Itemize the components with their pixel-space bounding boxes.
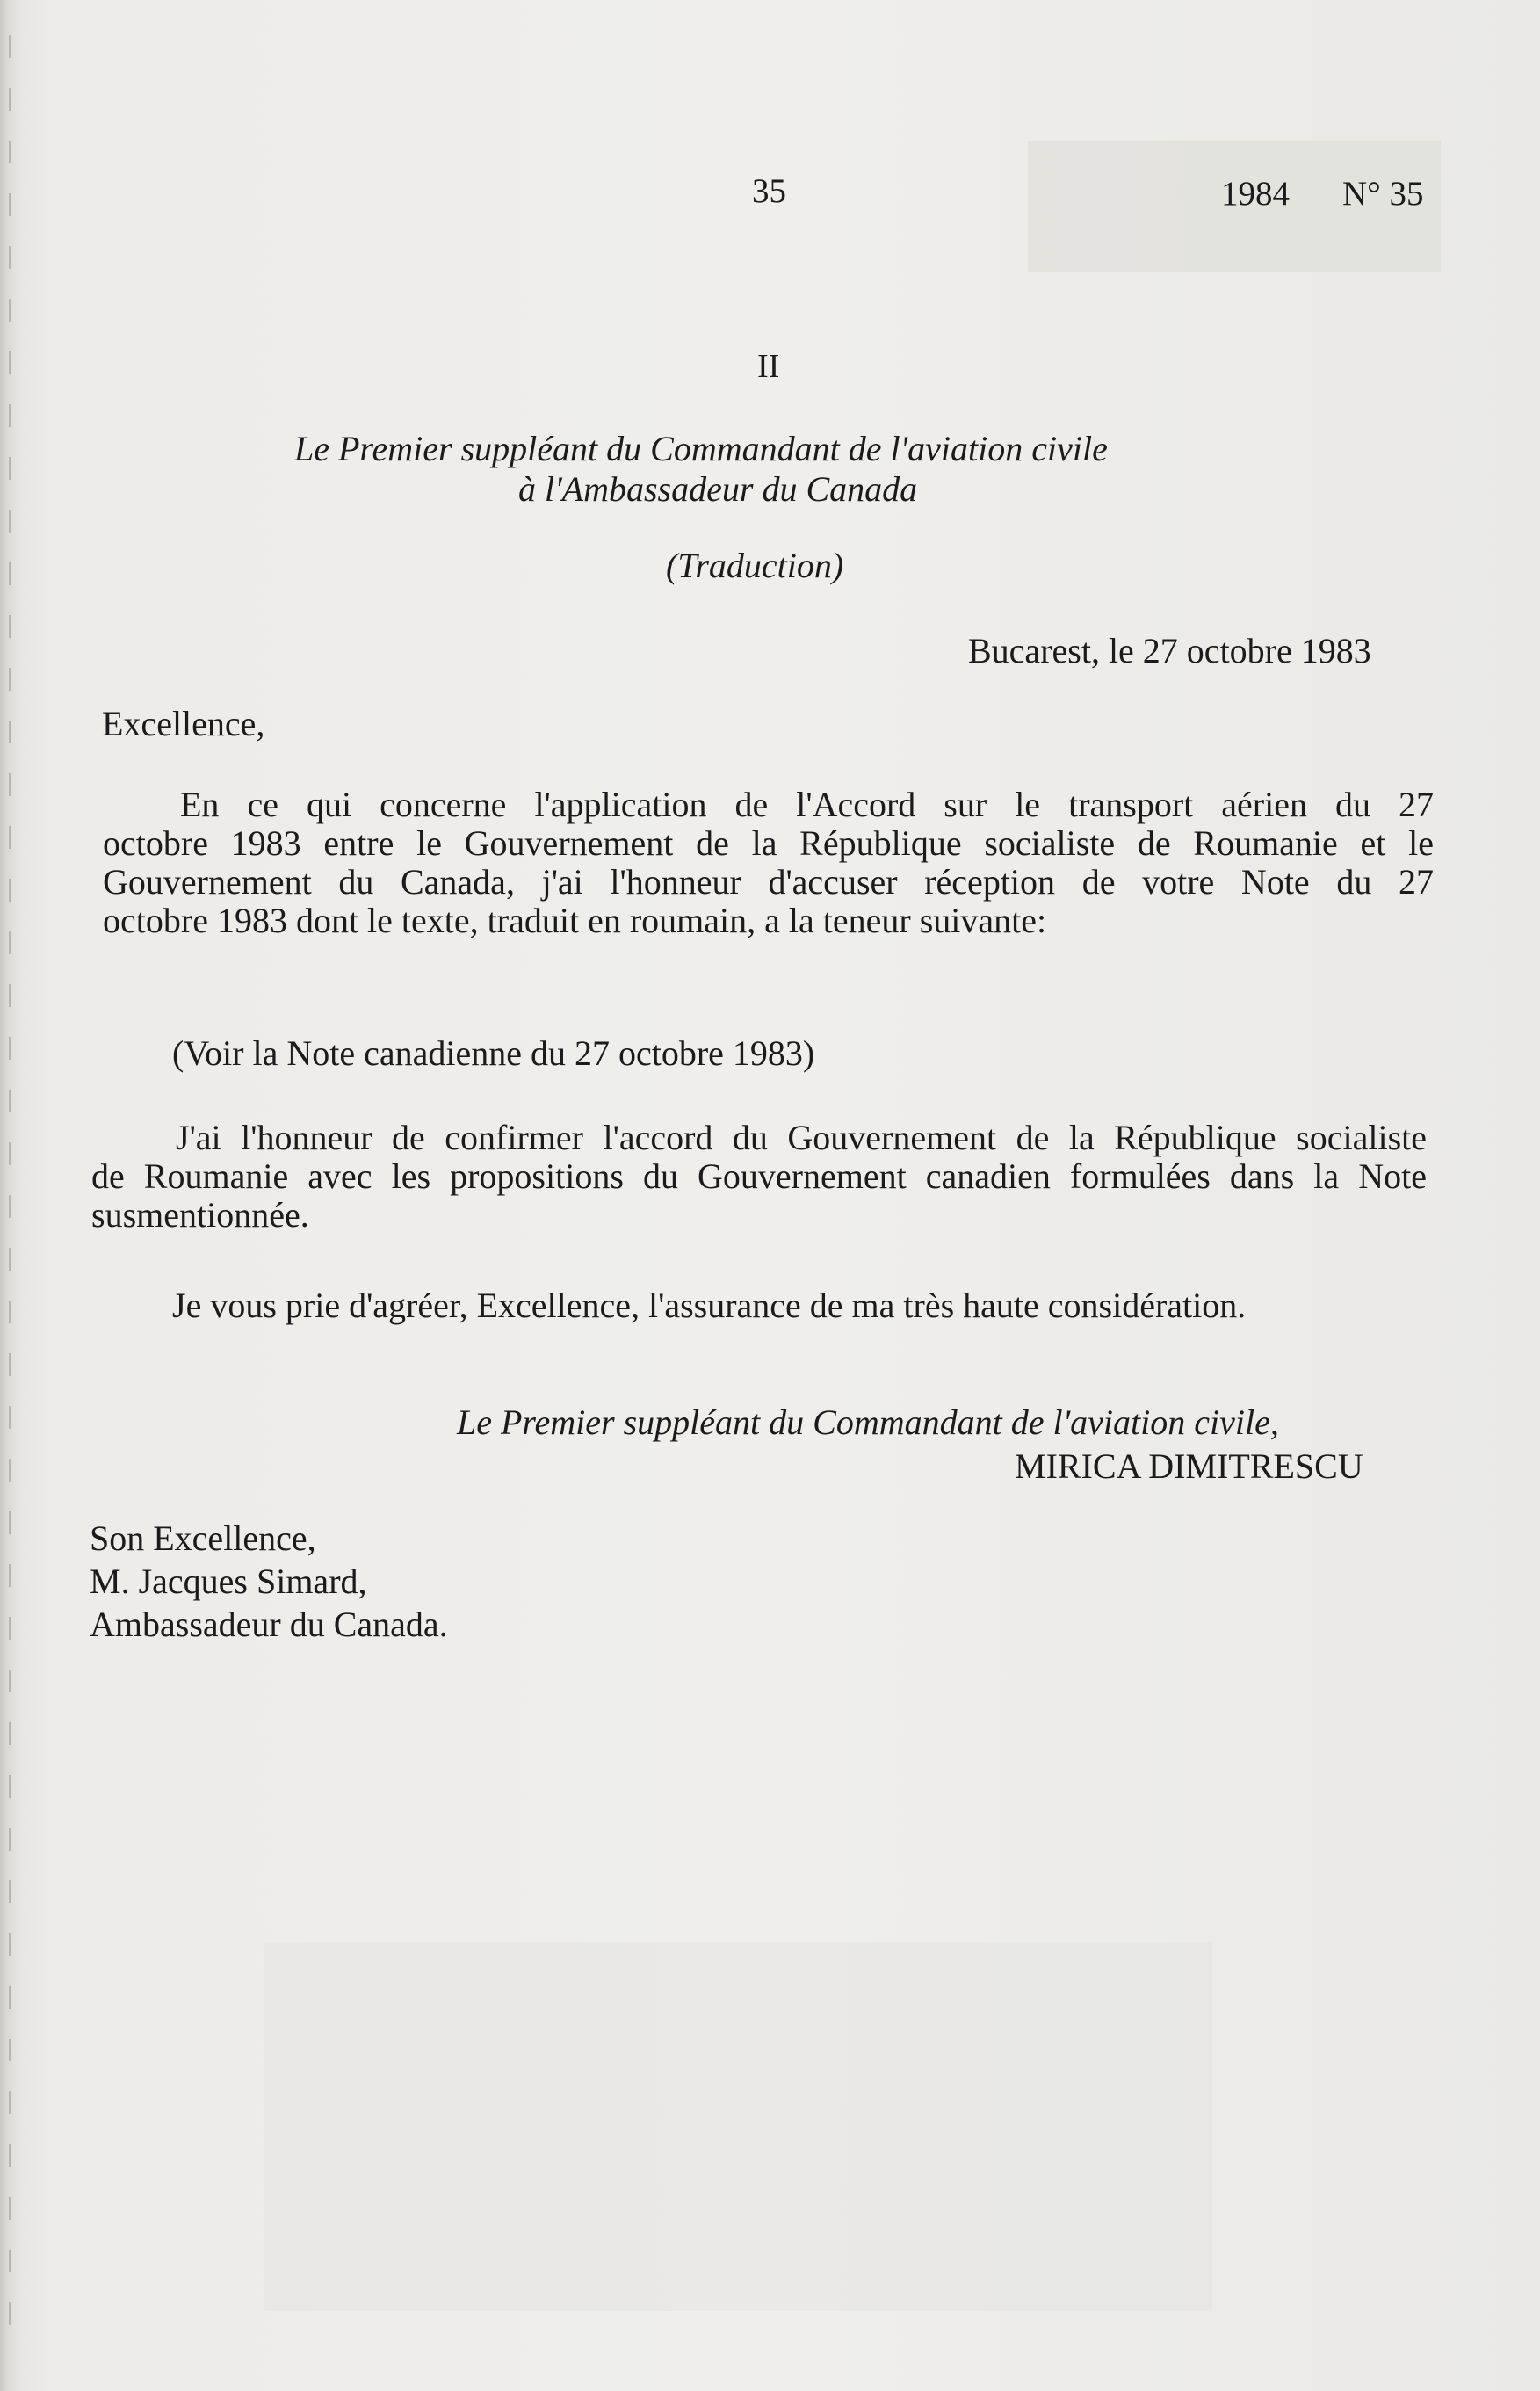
- paragraph-line: J'ai l'honneur de confirmer l'accord du Gouvernement de la République socialiste: [176, 1118, 1427, 1157]
- reference-note: (Voir la Note canadienne du 27 octobre 1983): [172, 1033, 815, 1073]
- closing-formula: Je vous prie d'agréer, Excellence, l'assurance de ma très haute considération.: [172, 1286, 1247, 1325]
- paragraph-line: Gouvernement du Canada, j'ai l'honneur d'accuser réception de votre Note du 27: [103, 862, 1434, 902]
- paragraph-line: octobre 1983 dont le texte, traduit en roumain, a la teneur suivante:: [103, 901, 1047, 940]
- year-number: 1984: [1221, 175, 1290, 213]
- signature-title: Le Premier suppléant du Commandant de l'aviation civile,: [457, 1402, 1279, 1442]
- section-numeral: II: [757, 348, 780, 385]
- paragraph-line: de Roumanie avec les propositions du Gouvernement canadien formulées dans la Note: [91, 1156, 1427, 1196]
- page-number: 35: [752, 172, 786, 210]
- paragraph-confirmation: [91, 1119, 1427, 1235]
- signature-name: MIRICA DIMITRESCU: [1015, 1446, 1363, 1486]
- addressee-line-3: Ambassadeur du Canada.: [90, 1605, 448, 1644]
- place-date: Bucarest, le 27 octobre 1983: [968, 631, 1371, 670]
- show-through-shadow: [264, 1942, 1212, 2311]
- treaty-number: N° 35: [1342, 175, 1424, 213]
- paragraph-line: En ce qui concerne l'application de l'Accord sur le transport aérien du 27: [180, 785, 1434, 824]
- translation-note: (Traduction): [666, 546, 844, 585]
- addressee-line-2: M. Jacques Simard,: [90, 1561, 367, 1601]
- sender-heading-line-1: Le Premier suppléant du Commandant de l'aviation civile: [294, 429, 1108, 468]
- salutation: Excellence,: [102, 704, 265, 743]
- paragraph-line: susmentionnée.: [91, 1195, 309, 1235]
- binding-stitching: [9, 35, 11, 2355]
- paragraph-line: octobre 1983 entre le Gouvernement de la République socialiste de Roumanie et le: [103, 823, 1434, 863]
- sender-heading-line-2: à l'Ambassadeur du Canada: [518, 469, 918, 509]
- addressee-line-1: Son Excellence,: [90, 1518, 316, 1558]
- paragraph-acknowledgement: [103, 786, 1434, 940]
